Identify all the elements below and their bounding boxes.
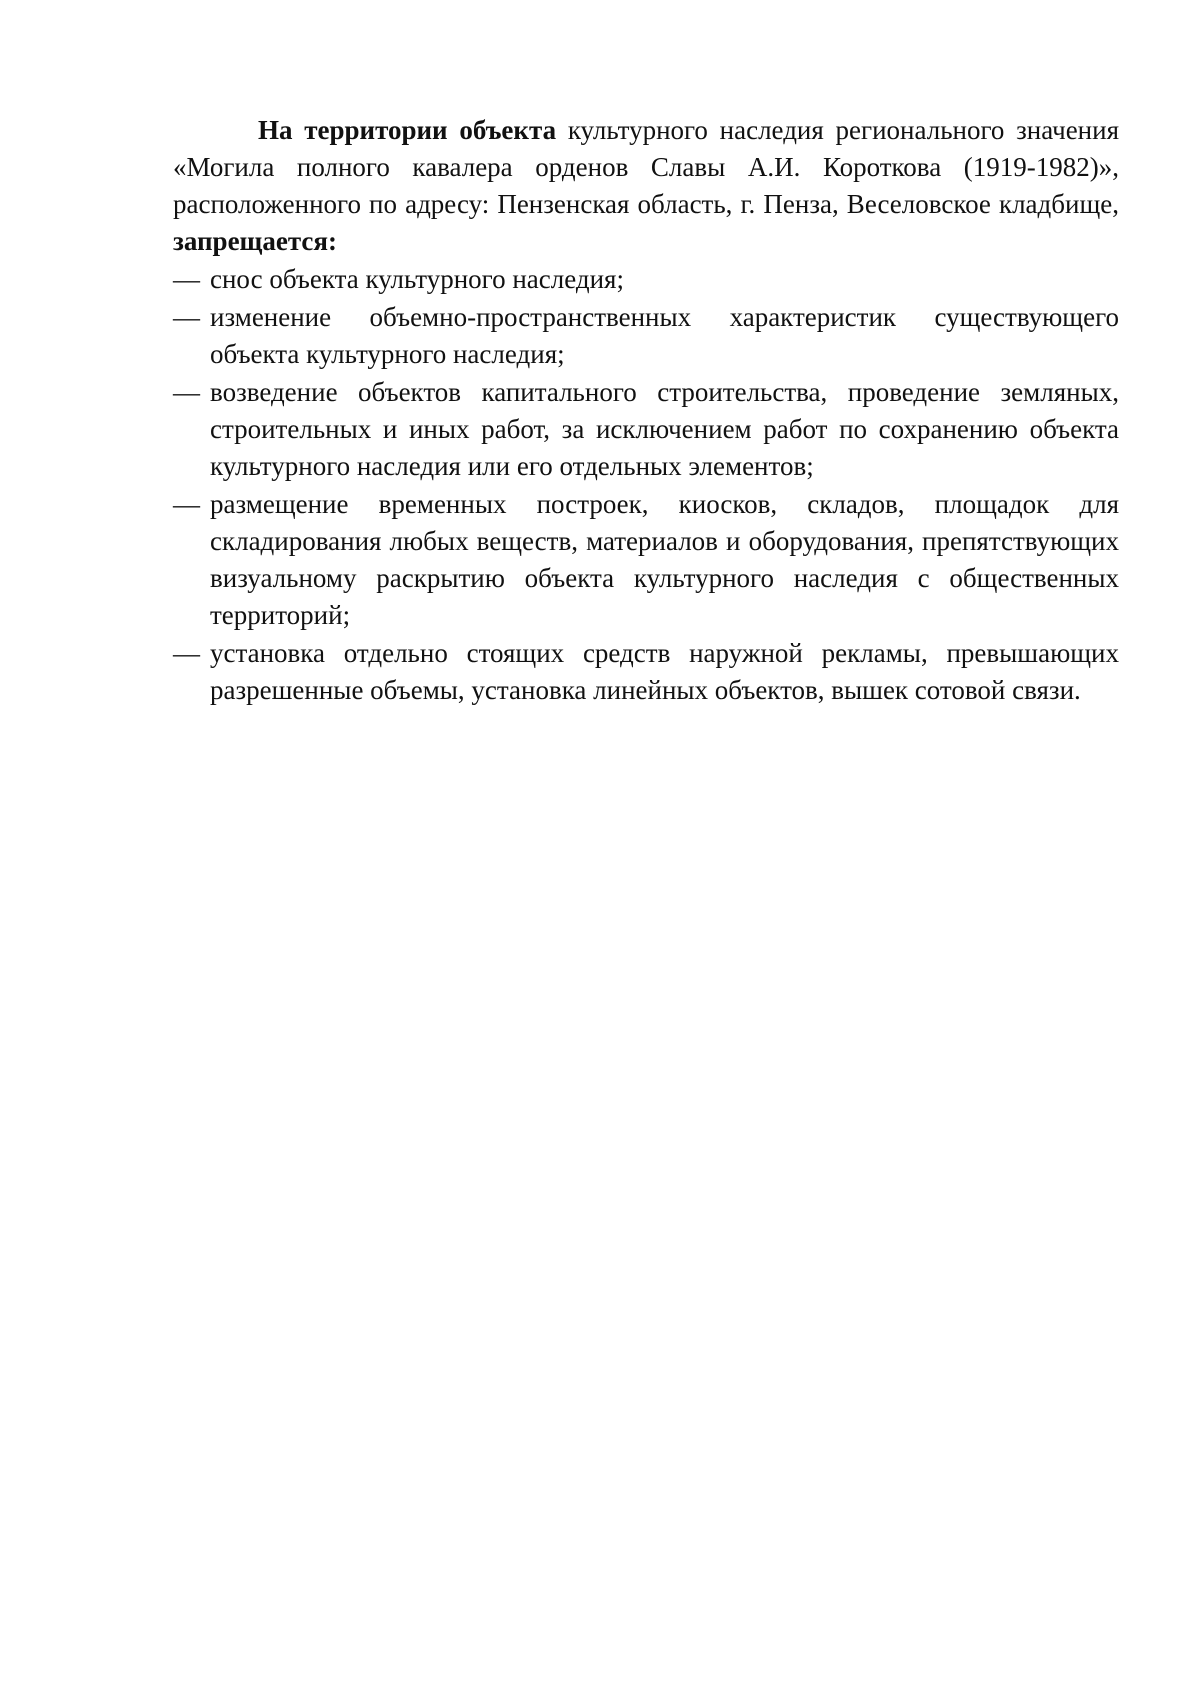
intro-body: культурного наследия регионального значения «Могила полного кавалера орденов Славы А.И. Короткова (1919-1982)», расположенного по адресу: Пензенская область, г. Пенза, Веселовское кладбище, — [173, 115, 1119, 219]
list-item-text: снос объекта культурного наследия; — [210, 264, 624, 294]
dash-marker: — — [173, 264, 200, 294]
dash-marker: — — [173, 638, 200, 668]
list-item — [173, 261, 1119, 298]
dash-marker: — — [173, 302, 200, 332]
list-item-text: возведение объектов капитального строительства, проведение земляных, строительных и иных работ, за исключением работ по сохранению объекта культурного наследия или его отдельных элементов; — [210, 377, 1119, 481]
document-body — [173, 112, 1119, 709]
intro-paragraph — [173, 112, 1119, 260]
dash-marker: — — [173, 489, 200, 519]
list-item-text: установка отдельно стоящих средств наружной рекламы, превышающих разрешенные объемы, установка линейных объектов, вышек сотовой связи. — [210, 638, 1119, 705]
list-item — [173, 635, 1119, 709]
list-item — [173, 486, 1119, 634]
dash-marker: — — [173, 377, 200, 407]
list-item-text: размещение временных построек, киосков, складов, площадок для складирования любых веществ, материалов и оборудования, препятствующих визуальному раскрытию объекта культурного наследия с общественных территорий; — [210, 489, 1119, 630]
list-item — [173, 374, 1119, 485]
intro-tail-bold: запрещается: — [173, 226, 338, 256]
prohibition-list — [173, 261, 1119, 709]
intro-lead-bold: На территории объекта — [258, 115, 557, 145]
list-item-text: изменение объемно-пространственных характеристик существующего объекта культурного наследия; — [210, 302, 1119, 369]
list-item — [173, 299, 1119, 373]
